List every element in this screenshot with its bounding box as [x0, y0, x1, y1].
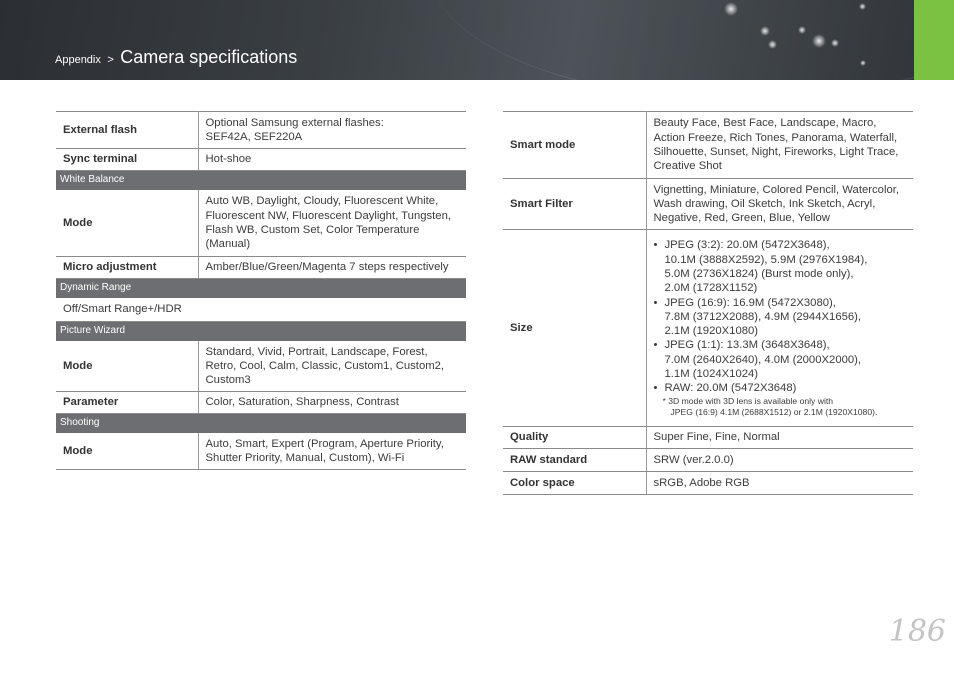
- section-title: Picture Wizard: [56, 322, 466, 341]
- light-sparkle: [798, 26, 806, 34]
- spec-value: [198, 149, 466, 171]
- spec-key: Mode: [56, 190, 198, 257]
- spec-row-raw-standard: [503, 449, 913, 472]
- spec-value: [198, 112, 466, 149]
- spec-value-line: 10.1M (3888X2592), 5.9M (2976X1984),: [664, 253, 868, 266]
- spec-value: sRGB, Adobe RGB: [646, 472, 913, 495]
- spec-value: SRW (ver.2.0.0): [646, 449, 913, 472]
- spec-value-line: • JPEG (16:9): 16.9M (5472X3080),: [664, 296, 836, 309]
- spec-key: Mode: [56, 433, 198, 470]
- spec-row: [56, 433, 466, 470]
- light-sparkle: [768, 40, 777, 49]
- spec-key: RAW standard: [503, 449, 646, 472]
- spec-value-line: 1.1M (1024X1024): [664, 368, 759, 381]
- spec-value-line: Fluorescent NW, Fluorescent Daylight, Tungsten,: [205, 209, 452, 222]
- spec-value-line: Beauty Face, Best Face, Landscape, Macro,: [653, 117, 877, 130]
- spec-value-line: Wash drawing, Oil Sketch, Ink Sketch, Acryl,: [653, 197, 876, 210]
- spec-value-line: Flash WB, Custom Set, Color Temperature: [205, 224, 420, 236]
- spec-key: Mode: [56, 341, 198, 392]
- spec-value-line: Custom3: [205, 374, 251, 387]
- light-sparkle: [760, 26, 770, 36]
- spec-section-header: [56, 279, 466, 298]
- spec-key: Smart Filter: [503, 179, 646, 230]
- light-sparkle: [860, 60, 866, 66]
- light-sparkle: [859, 3, 866, 10]
- spec-key: Micro adjustment: [56, 257, 198, 279]
- spec-value-line: Auto WB, Daylight, Cloudy, Fluorescent White,: [205, 195, 439, 208]
- spec-table-left: [56, 111, 466, 470]
- spec-value: Super Fine, Fine, Normal: [646, 427, 913, 449]
- spec-value-line: • JPEG (1:1): 13.3M (3648X3648),: [664, 339, 830, 352]
- spec-value: [198, 392, 466, 414]
- spec-value-line: Optional Samsung external flashes:: [205, 116, 384, 129]
- spec-value-line: Creative Shot: [653, 160, 722, 173]
- header-banner: [0, 0, 954, 80]
- breadcrumb: [55, 47, 297, 68]
- spec-value-line: • JPEG (3:2): 20.0M (5472X3648),: [664, 239, 830, 252]
- spec-row: [56, 257, 466, 279]
- size-bullet: [654, 296, 907, 339]
- spec-table-right: [503, 111, 913, 495]
- spec-value-line: Vignetting, Miniature, Colored Pencil, Watercolor,: [653, 183, 900, 196]
- spec-row-size: [503, 230, 913, 427]
- spec-value-line: Standard, Vivid, Portrait, Landscape, Forest,: [205, 345, 428, 358]
- spec-section-header: [56, 414, 466, 433]
- page-number: 186: [888, 614, 946, 649]
- breadcrumb-separator: >: [107, 54, 114, 66]
- size-footnote-cont: JPEG (16:9) 4.1M (2688X1512) or 2.1M (1920X1080).: [670, 406, 878, 417]
- size-bullet: [654, 338, 907, 381]
- spec-section-header: [56, 322, 466, 341]
- spec-row: [56, 112, 466, 149]
- light-sparkle: [724, 2, 738, 16]
- page-title: Camera specifications: [120, 47, 298, 67]
- spec-value-line: 2.0M (1728X1152): [664, 282, 758, 295]
- spec-row: [56, 149, 466, 171]
- section-title: White Balance: [56, 171, 466, 190]
- spec-value-line: Color, Saturation, Sharpness, Contrast: [205, 396, 399, 409]
- size-footnote: * 3D mode with 3D lens is available only with: [662, 395, 834, 406]
- spec-value-line: Action Freeze, Rich Tones, Panorama, Waterfall,: [653, 131, 898, 144]
- spec-value-line: 5.0M (2736X1824) (Burst mode only),: [664, 267, 854, 280]
- section-title: Shooting: [56, 414, 466, 433]
- spec-value: [198, 433, 466, 470]
- size-bullet: [654, 381, 907, 395]
- breadcrumb-parent[interactable]: Appendix: [55, 54, 101, 66]
- section-accent-tab: [914, 0, 954, 80]
- spec-value: [198, 257, 466, 279]
- spec-section-header: [56, 171, 466, 190]
- spec-row-full: [56, 298, 466, 322]
- spec-value-line: Auto, Smart, Expert (Program, Aperture Priority,: [205, 437, 444, 450]
- spec-key: Size: [503, 230, 646, 427]
- spec-key: Color space: [503, 472, 646, 495]
- spec-value-line: Shutter Priority, Manual, Custom), Wi-Fi: [205, 452, 405, 464]
- spec-value: [646, 112, 913, 179]
- spec-value-line: Amber/Blue/Green/Magenta 7 steps respectively: [205, 261, 449, 274]
- spec-value-line: SEF42A, SEF220A: [205, 131, 303, 143]
- spec-row: [56, 392, 466, 414]
- light-sparkle: [812, 34, 826, 48]
- spec-value: [198, 190, 466, 257]
- spec-value-line: Silhouette, Sunset, Night, Fireworks, Light Trace,: [653, 146, 899, 158]
- spec-row-color-space: [503, 472, 913, 495]
- spec-row-smart-mode: [503, 112, 913, 179]
- spec-key: Parameter: [56, 392, 198, 414]
- decorative-arc: [430, 0, 954, 80]
- spec-key: Smart mode: [503, 112, 646, 179]
- spec-value-line: Negative, Red, Green, Blue, Yellow: [653, 212, 830, 225]
- spec-row: [56, 341, 466, 392]
- spec-value: [646, 230, 913, 427]
- spec-value: [198, 341, 466, 392]
- spec-row-quality: [503, 427, 913, 449]
- spec-value-line: 7.8M (3712X2088), 4.9M (2944X1656),: [664, 310, 862, 323]
- spec-value-line: 2.1M (1920X1080): [664, 325, 759, 338]
- spec-value: Off/Smart Range+/HDR: [56, 298, 466, 322]
- spec-row-smart-filter: [503, 179, 913, 230]
- spec-key: Sync terminal: [56, 149, 198, 171]
- spec-key: External flash: [56, 112, 198, 149]
- light-sparkle: [831, 39, 839, 47]
- spec-value-line: 7.0M (2640X2640), 4.0M (2000X2000),: [664, 353, 862, 366]
- spec-value-line: (Manual): [205, 238, 251, 251]
- section-title: Dynamic Range: [56, 279, 466, 298]
- spec-value-line: Hot-shoe: [205, 153, 252, 166]
- size-bullet: [654, 238, 907, 295]
- spec-value-line: • RAW: 20.0M (5472X3648): [664, 382, 797, 395]
- spec-value: [646, 179, 913, 230]
- spec-key: Quality: [503, 427, 646, 449]
- spec-row: [56, 190, 466, 257]
- spec-value-line: Retro, Cool, Calm, Classic, Custom1, Custom2,: [205, 359, 445, 372]
